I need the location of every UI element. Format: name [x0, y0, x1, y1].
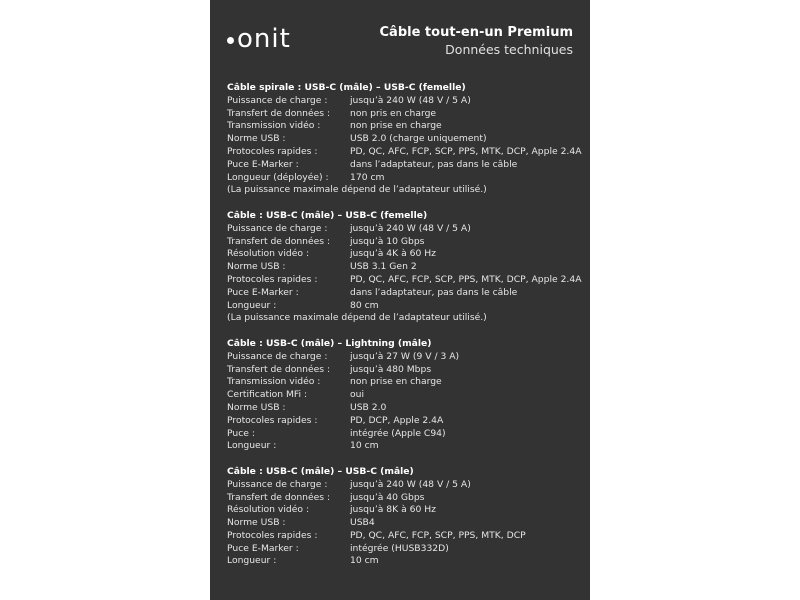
spec-label: Transfert de données :: [227, 491, 331, 503]
spec-row: [227, 517, 582, 530]
spec-content: [227, 82, 582, 581]
spec-row: [227, 415, 582, 428]
spec-value: PD, DCP, Apple 2.4A: [350, 414, 444, 426]
spec-value: 10 cm: [350, 440, 379, 452]
spec-label: Puce E-Marker :: [227, 286, 299, 298]
spec-section: [227, 210, 582, 325]
spec-value: jusqu’à 8K à 60 Hz: [350, 504, 436, 516]
section-note: (La puissance maximale dépend de l’adaptateur utilisé.): [227, 184, 487, 196]
spec-label: Longueur :: [227, 440, 277, 452]
spec-row: [227, 248, 582, 261]
section-title: Câble spirale : USB-C (mâle) – USB-C (femelle): [227, 82, 466, 93]
spec-value: jusqu’à 240 W (48 V / 5 A): [350, 478, 471, 490]
spec-value: USB 2.0: [350, 401, 387, 413]
document-subtitle: Données techniques: [445, 42, 573, 57]
spec-sheet: [210, 0, 590, 600]
spec-label: Puissance de charge :: [227, 350, 328, 362]
spec-label: Protocoles rapides :: [227, 273, 318, 285]
spec-section: [227, 338, 582, 453]
spec-value: USB 3.1 Gen 2: [350, 261, 417, 273]
spec-label: Protocoles rapides :: [227, 414, 318, 426]
brand-logo: [227, 24, 291, 54]
spec-row: [227, 287, 582, 300]
spec-value: PD, QC, AFC, FCP, SCP, PPS, MTK, DCP, Apple 2.4A: [350, 145, 582, 157]
spec-row: [227, 555, 582, 568]
spec-value: non pris en charge: [350, 107, 437, 119]
spec-value: jusqu’à 240 W (48 V / 5 A): [350, 222, 471, 234]
spec-row: [227, 389, 582, 402]
spec-row: [227, 376, 582, 389]
spec-value: oui: [350, 389, 364, 401]
section-title: Câble : USB-C (mâle) – USB-C (mâle): [227, 465, 414, 477]
spec-label: Norme USB :: [227, 517, 286, 529]
spec-row: [227, 504, 582, 517]
spec-label: Norme USB :: [227, 261, 286, 273]
spec-value: 10 cm: [350, 555, 379, 567]
spec-label: Puce :: [227, 427, 255, 439]
spec-row: [227, 159, 582, 172]
spec-label: Puce E-Marker :: [227, 158, 299, 170]
spec-row: [227, 440, 582, 453]
spec-value: jusqu’à 480 Mbps: [350, 363, 432, 375]
spec-value: PD, QC, AFC, FCP, SCP, PPS, MTK, DCP: [350, 529, 526, 541]
spec-value: jusqu’à 10 Gbps: [350, 235, 425, 247]
spec-row: [227, 95, 582, 108]
spec-row: [227, 479, 582, 492]
section-title: Câble : USB-C (mâle) – USB-C (femelle): [227, 209, 428, 221]
spec-label: Norme USB :: [227, 401, 286, 413]
spec-row: [227, 428, 582, 441]
spec-label: Transfert de données :: [227, 235, 331, 247]
spec-value: dans l’adaptateur, pas dans le câble: [350, 286, 518, 298]
spec-row: [227, 172, 582, 185]
spec-value: 170 cm: [350, 171, 385, 183]
spec-row: [227, 120, 582, 133]
spec-value: USB4: [350, 517, 375, 529]
spec-value: jusqu’à 4K à 60 Hz: [350, 248, 436, 260]
spec-value: USB 2.0 (charge uniquement): [350, 133, 487, 145]
spec-label: Puissance de charge :: [227, 222, 328, 234]
spec-value: PD, QC, AFC, FCP, SCP, PPS, MTK, DCP, Apple 2.4A: [350, 273, 582, 285]
spec-section: [227, 82, 582, 197]
spec-row: [227, 351, 582, 364]
spec-value: non prise en charge: [350, 120, 442, 132]
document-title: Câble tout-en-un Premium: [379, 25, 573, 40]
spec-value: non prise en charge: [350, 376, 442, 388]
spec-label: Puce E-Marker :: [227, 542, 299, 554]
spec-label: Norme USB :: [227, 133, 286, 145]
spec-row: [227, 402, 582, 415]
section-note: (La puissance maximale dépend de l’adaptateur utilisé.): [227, 312, 487, 324]
spec-row: [227, 133, 582, 146]
spec-row: [227, 236, 582, 249]
spec-row: [227, 364, 582, 377]
spec-row: [227, 274, 582, 287]
spec-row: [227, 543, 582, 556]
spec-row: [227, 108, 582, 121]
spec-label: Puissance de charge :: [227, 94, 328, 106]
spec-value: 80 cm: [350, 299, 379, 311]
spec-row: [227, 223, 582, 236]
spec-label: Longueur :: [227, 299, 277, 311]
spec-label: Longueur (déployée) :: [227, 171, 329, 183]
spec-row: [227, 492, 582, 505]
spec-label: Résolution vidéo :: [227, 248, 310, 260]
spec-value: jusqu’à 40 Gbps: [350, 491, 425, 503]
spec-label: Transfert de données :: [227, 107, 331, 119]
spec-value: jusqu’à 240 W (48 V / 5 A): [350, 94, 471, 106]
spec-section: [227, 466, 582, 568]
logo-dot: [227, 37, 234, 44]
spec-label: Longueur :: [227, 555, 277, 567]
spec-row: [227, 300, 582, 313]
spec-row: [227, 146, 582, 159]
spec-value: intégrée (HUSB332D): [350, 542, 449, 554]
spec-label: Certification MFi :: [227, 389, 308, 401]
logo-text: onit: [237, 24, 291, 54]
section-title: Câble : USB-C (mâle) – Lightning (mâle): [227, 337, 432, 349]
spec-value: intégrée (Apple C94): [350, 427, 446, 439]
spec-label: Transmission vidéo :: [227, 120, 321, 132]
spec-label: Protocoles rapides :: [227, 145, 318, 157]
spec-row: [227, 530, 582, 543]
spec-label: Puissance de charge :: [227, 478, 328, 490]
spec-row: [227, 261, 582, 274]
spec-label: Protocoles rapides :: [227, 529, 318, 541]
spec-label: Résolution vidéo :: [227, 504, 310, 516]
spec-value: dans l’adaptateur, pas dans le câble: [350, 158, 518, 170]
spec-label: Transfert de données :: [227, 363, 331, 375]
spec-label: Transmission vidéo :: [227, 376, 321, 388]
spec-value: jusqu’à 27 W (9 V / 3 A): [350, 350, 460, 362]
